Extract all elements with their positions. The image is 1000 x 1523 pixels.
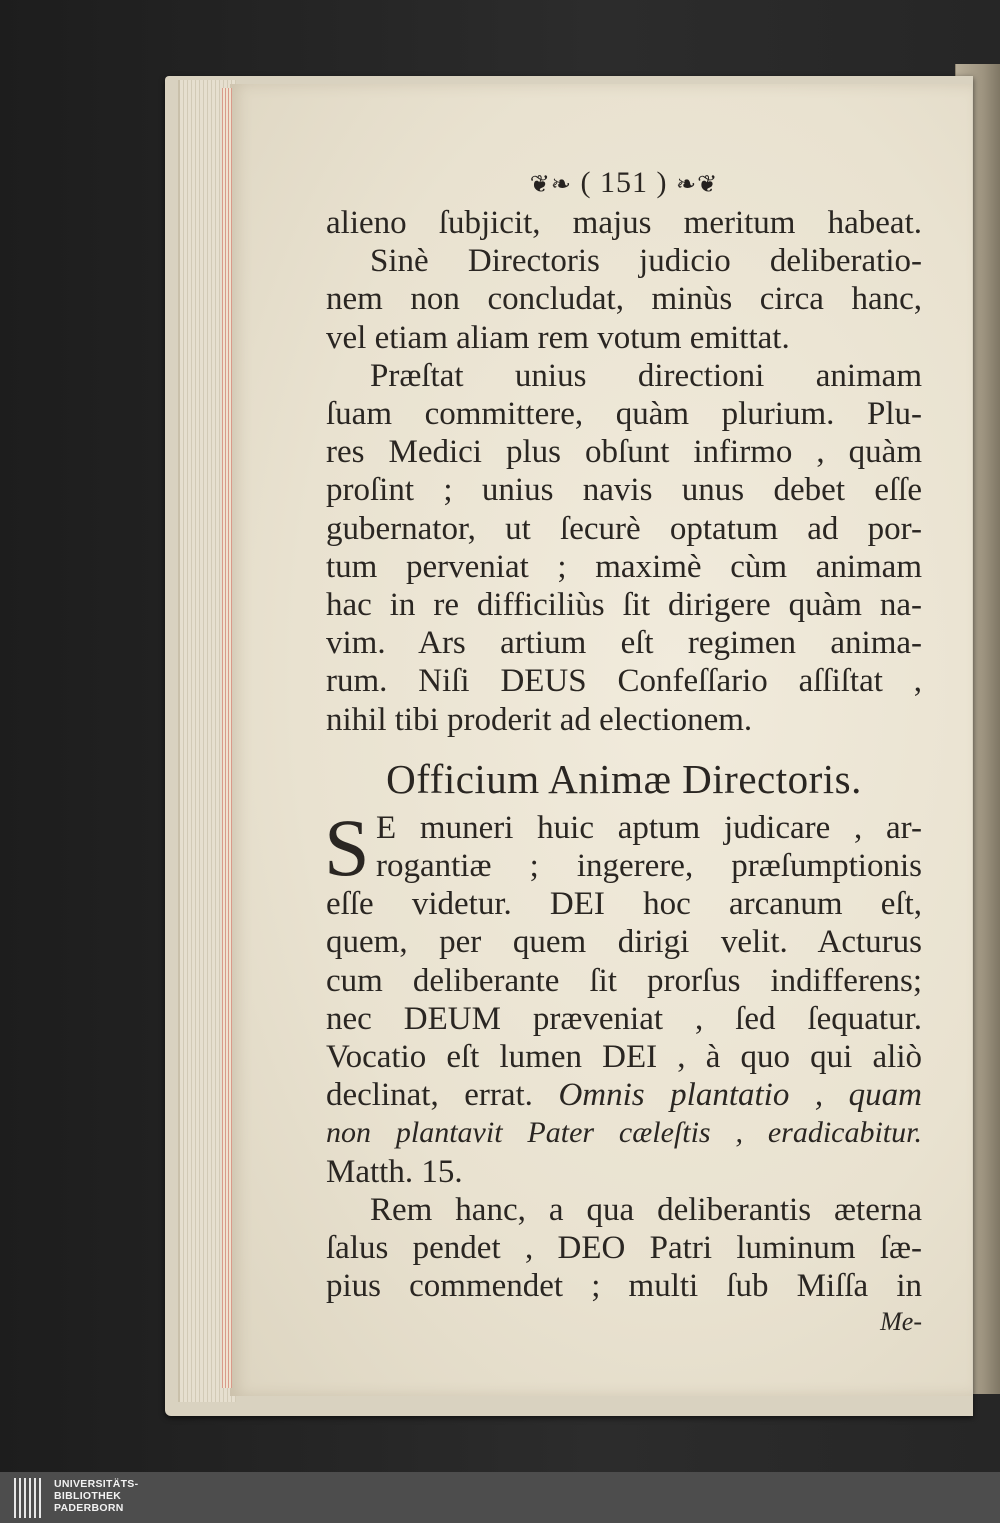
- text-line: hac in re difficiliùs ſit dirigere quàm na-: [326, 587, 922, 624]
- library-name-line: BIBLIOTHEK: [54, 1490, 122, 1502]
- text-line: Rem hanc, a qua deliberantis æterna: [370, 1191, 922, 1228]
- text-line: proſint ; unius navis unus debet eſſe: [326, 472, 922, 509]
- text-line: [326, 1076, 922, 1114]
- text-line: vel etiam aliam rem votum emittat.: [326, 319, 790, 356]
- page-text: [326, 168, 922, 1339]
- library-name-line: UNIVERSITÄTS-: [54, 1478, 139, 1490]
- library-footer: [0, 1472, 1000, 1523]
- text-line: rogantiæ ; ingerere, præſumptionis: [376, 848, 922, 885]
- text-line: E muneri huic aptum judicare , ar-: [376, 809, 922, 846]
- text-line: vim. Ars artium eſt regimen anima-: [326, 625, 922, 662]
- catchword: Me-: [880, 1307, 922, 1337]
- drop-cap: S: [324, 801, 370, 893]
- header-ornament-right: ❧❦: [675, 172, 719, 198]
- text-line: cum deliberante ſit prorſus indifferens;: [326, 962, 922, 999]
- text-line: nihil tibi proderit ad electionem.: [326, 701, 753, 738]
- red-page-edge: [222, 88, 232, 1388]
- text-line: Præſtat unius directioni animam: [370, 357, 922, 394]
- scripture-reference: Matth. 15.: [326, 1153, 463, 1190]
- library-logo-icon: [14, 1478, 46, 1518]
- text-line: eſſe videtur. DEI hoc arcanum eſt,: [326, 886, 922, 923]
- text-line: pius commendet ; multi ſub Miſſa in: [326, 1268, 922, 1305]
- text-line: Sinè Directoris judicio deliberatio-: [370, 243, 922, 280]
- text-line: res Medici plus obſunt infirmo , quàm: [326, 434, 922, 471]
- text-line: quem, per quem dirigi velit. Acturus: [326, 924, 922, 961]
- section-paragraph: [324, 801, 923, 1191]
- text-line: tum perveniat ; maximè cùm animam: [326, 548, 922, 585]
- library-name-line: PADERBORN: [54, 1502, 124, 1514]
- text-line: nem non concludat, minùs circa hanc,: [326, 281, 922, 318]
- page-header: [326, 168, 922, 204]
- scripture-quote: non plantavit Pater cæleſtis , eradicabitur.: [326, 1116, 922, 1150]
- text-line: Vocatio eſt lumen DEI , à quo qui aliò: [326, 1039, 922, 1076]
- page-number: ( 151 ): [580, 166, 668, 199]
- text-line: alieno ſubjicit, majus meritum habeat.: [326, 205, 922, 241]
- header-ornament-left: ❦❧: [529, 172, 572, 198]
- text-line: gubernator, ut ſecurè optatum ad por-: [326, 510, 922, 547]
- text-line: ſalus pendet , DEO Patri luminum ſæ-: [326, 1230, 922, 1267]
- library-name: [54, 1478, 138, 1514]
- scripture-quote: Omnis plantatio , quam: [558, 1077, 923, 1114]
- text-line: ſuam committere, quàm plurium. Plu-: [326, 396, 922, 433]
- text-run: declinat, errat.: [326, 1077, 533, 1114]
- text-line: rum. Niſi DEUS Confeſſario aſſiſtat ,: [326, 663, 922, 700]
- text-line: nec DEUM præveniat , ſed ſequatur.: [326, 1000, 922, 1037]
- section-heading: Officium Animæ Directoris.: [386, 755, 862, 802]
